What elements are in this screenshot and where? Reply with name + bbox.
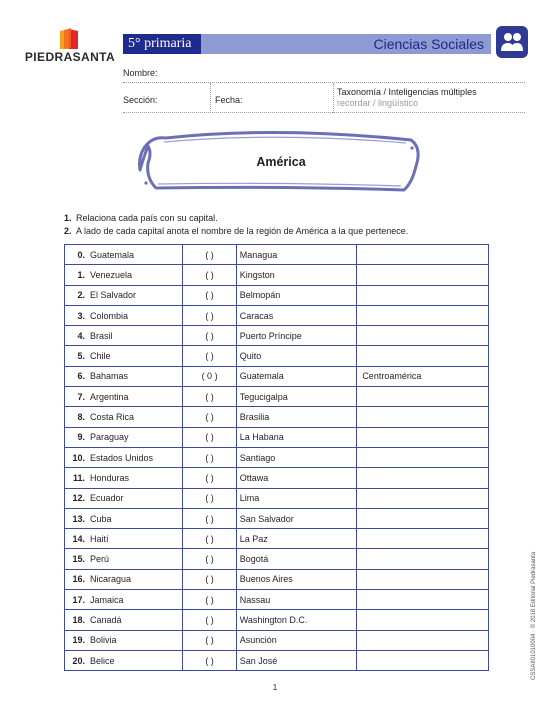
country-name: Estados Unidos xyxy=(90,452,154,463)
capital-cell: La Paz xyxy=(236,529,357,549)
table-row xyxy=(65,427,489,447)
people-icon xyxy=(496,26,528,58)
row-number: 5. xyxy=(77,351,85,362)
table-row xyxy=(65,468,489,488)
region-cell[interactable] xyxy=(357,529,489,549)
capital-cell: Quito xyxy=(236,346,357,366)
country-name: Costa Rica xyxy=(90,412,135,423)
country-name: Belice xyxy=(90,655,115,666)
country-cell xyxy=(65,305,183,325)
page-number: 1 xyxy=(272,683,278,692)
table-row xyxy=(65,610,489,630)
country-cell xyxy=(65,427,183,447)
region-cell[interactable] xyxy=(357,468,489,488)
country-name: Brasil xyxy=(90,330,113,341)
country-name: Nicaragua xyxy=(90,574,132,585)
row-number: 9. xyxy=(77,432,85,443)
name-label: Nombre: xyxy=(123,68,158,78)
table-row xyxy=(65,630,489,650)
row-number: 12. xyxy=(72,493,85,504)
region-cell[interactable] xyxy=(357,285,489,305)
table-row xyxy=(65,569,489,589)
row-number: 19. xyxy=(72,635,85,646)
country-cell xyxy=(65,549,183,569)
piedrasanta-logo xyxy=(20,28,120,68)
matching-table xyxy=(64,244,489,671)
table-row xyxy=(65,447,489,467)
row-number: 7. xyxy=(77,391,85,402)
country-cell xyxy=(65,569,183,589)
country-name: Jamaica xyxy=(90,594,124,605)
capital-cell: Nassau xyxy=(236,590,357,610)
country-name: El Salvador xyxy=(90,290,137,301)
table-row xyxy=(65,508,489,528)
capital-cell: San José xyxy=(236,650,357,670)
table-row xyxy=(65,305,489,325)
row-number: 6. xyxy=(77,371,85,382)
country-cell xyxy=(65,529,183,549)
country-name: Cuba xyxy=(90,513,112,524)
country-name: Venezuela xyxy=(90,269,133,280)
row-number: 2. xyxy=(77,290,85,301)
country-cell xyxy=(65,447,183,467)
region-cell[interactable] xyxy=(357,630,489,650)
country-name: Guatemala xyxy=(90,249,135,260)
row-number: 14. xyxy=(72,533,85,544)
region-cell[interactable] xyxy=(357,427,489,447)
capital-cell: Puerto Príncipe xyxy=(236,326,357,346)
answer-mark-cell[interactable]: ( ) xyxy=(183,468,236,488)
region-cell[interactable] xyxy=(357,387,489,407)
capital-cell: San Salvador xyxy=(236,508,357,528)
book-logo-icon xyxy=(58,28,84,50)
country-cell xyxy=(65,407,183,427)
row-number: 11. xyxy=(72,472,85,483)
table-row xyxy=(65,590,489,610)
capital-cell: Managua xyxy=(236,245,357,265)
table-row xyxy=(65,650,489,670)
country-name: Canadá xyxy=(90,614,122,625)
row-number: 10. xyxy=(72,452,85,463)
row-number: 3. xyxy=(77,310,85,321)
region-cell[interactable] xyxy=(357,326,489,346)
table-row xyxy=(65,265,489,285)
capital-cell: Belmopán xyxy=(236,285,357,305)
country-cell xyxy=(65,387,183,407)
capital-cell: Tegucigalpa xyxy=(236,387,357,407)
capital-cell: Ottawa xyxy=(236,468,357,488)
region-cell[interactable] xyxy=(357,305,489,325)
answer-mark-cell[interactable]: ( ) xyxy=(183,407,236,427)
answer-mark-cell[interactable]: ( ) xyxy=(183,508,236,528)
section-field[interactable] xyxy=(123,112,525,113)
capital-cell: Washington D.C. xyxy=(236,610,357,630)
table-row xyxy=(65,529,489,549)
answer-mark-cell[interactable]: ( ) xyxy=(183,569,236,589)
answer-mark-cell[interactable]: ( ) xyxy=(183,387,236,407)
section-label: Sección: xyxy=(123,95,158,105)
country-name: Bolivia xyxy=(90,635,117,646)
country-cell xyxy=(65,488,183,508)
table-row xyxy=(65,366,489,386)
region-cell[interactable] xyxy=(357,245,489,265)
region-cell[interactable] xyxy=(357,610,489,630)
banner-title: América xyxy=(256,155,306,169)
row-number: 0. xyxy=(77,249,85,260)
row-number: 15. xyxy=(72,554,85,565)
region-cell[interactable] xyxy=(357,569,489,589)
side-code: CSSAII01010004 · © 2018 Editorial Piedrasanta xyxy=(531,551,537,680)
country-cell xyxy=(65,610,183,630)
country-cell xyxy=(65,326,183,346)
answer-mark-cell[interactable]: ( ) xyxy=(183,245,236,265)
row-number: 1. xyxy=(77,269,85,280)
capital-cell: Kingston xyxy=(236,265,357,285)
answer-mark-cell[interactable]: ( ) xyxy=(183,590,236,610)
region-cell[interactable] xyxy=(357,650,489,670)
capital-cell: Lima xyxy=(236,488,357,508)
country-cell xyxy=(65,650,183,670)
instruction-text: Relaciona cada país con su capital. xyxy=(76,213,218,223)
brand-name: PIEDRASANTA xyxy=(24,50,116,64)
answer-mark-cell[interactable]: ( ) xyxy=(183,265,236,285)
answer-mark-cell[interactable]: ( ) xyxy=(183,285,236,305)
region-cell[interactable] xyxy=(357,447,489,467)
country-name: Haití xyxy=(90,533,109,544)
table-row xyxy=(65,245,489,265)
region-cell[interactable] xyxy=(357,508,489,528)
row-number: 18. xyxy=(72,614,85,625)
capital-cell: Buenos Aires xyxy=(236,569,357,589)
answer-mark-cell[interactable]: ( ) xyxy=(183,346,236,366)
region-cell[interactable] xyxy=(357,590,489,610)
topic-sub-label: recordar / lingüístico xyxy=(337,98,419,108)
region-cell[interactable] xyxy=(357,407,489,427)
country-cell xyxy=(65,468,183,488)
answer-mark-cell[interactable]: ( ) xyxy=(183,427,236,447)
table-row xyxy=(65,488,489,508)
country-cell xyxy=(65,508,183,528)
table-row xyxy=(65,346,489,366)
country-cell xyxy=(65,346,183,366)
capital-cell: Brasilia xyxy=(236,407,357,427)
region-cell[interactable] xyxy=(357,488,489,508)
answer-mark-cell[interactable]: ( 0 ) xyxy=(183,366,236,386)
answer-mark-cell[interactable]: ( ) xyxy=(183,650,236,670)
table-row xyxy=(65,326,489,346)
table-row xyxy=(65,285,489,305)
capital-cell: Asunción xyxy=(236,630,357,650)
row-number: 4. xyxy=(77,330,85,341)
country-cell xyxy=(65,366,183,386)
country-name: Paraguay xyxy=(90,432,129,443)
region-cell[interactable]: Centroamérica xyxy=(357,366,489,386)
capital-cell: Guatemala xyxy=(236,366,357,386)
row-number: 17. xyxy=(72,594,85,605)
instruction-number: 2. xyxy=(64,226,72,236)
region-cell[interactable] xyxy=(357,265,489,285)
capital-cell: Santiago xyxy=(236,447,357,467)
grade-label: 5° primaria xyxy=(123,34,201,54)
answer-mark-cell[interactable]: ( ) xyxy=(183,610,236,630)
capital-cell: La Habana xyxy=(236,427,357,447)
table-row xyxy=(65,407,489,427)
name-field[interactable] xyxy=(123,82,525,83)
answer-mark-cell[interactable]: ( ) xyxy=(183,549,236,569)
divider xyxy=(333,83,334,113)
instruction-1 xyxy=(64,213,218,223)
table-row xyxy=(65,549,489,569)
subject-title: Ciencias Sociales xyxy=(373,36,484,52)
country-cell xyxy=(65,265,183,285)
table-row xyxy=(65,387,489,407)
region-cell[interactable] xyxy=(357,346,489,366)
instruction-number: 1. xyxy=(64,213,72,223)
answer-mark-cell[interactable]: ( ) xyxy=(183,326,236,346)
country-cell xyxy=(65,285,183,305)
answer-mark-cell[interactable]: ( ) xyxy=(183,305,236,325)
topic-label: Taxonomía / Inteligencias múltiples xyxy=(337,87,477,97)
country-name: Colombia xyxy=(90,310,129,321)
country-name: Ecuador xyxy=(90,493,124,504)
country-name: Argentina xyxy=(90,391,129,402)
row-number: 13. xyxy=(72,513,85,524)
country-name: Chile xyxy=(90,351,111,362)
country-cell xyxy=(65,630,183,650)
answer-mark-cell[interactable]: ( ) xyxy=(183,529,236,549)
row-number: 20. xyxy=(72,655,85,666)
answer-mark-cell[interactable]: ( ) xyxy=(183,447,236,467)
date-label: Fecha: xyxy=(215,95,243,105)
answer-mark-cell[interactable]: ( ) xyxy=(183,630,236,650)
region-cell[interactable] xyxy=(357,549,489,569)
capital-cell: Caracas xyxy=(236,305,357,325)
capital-cell: Bogotá xyxy=(236,549,357,569)
country-name: Honduras xyxy=(90,472,130,483)
instruction-text: A lado de cada capital anota el nombre de la región de América a la que pertenece. xyxy=(76,226,409,236)
country-name: Bahamas xyxy=(90,371,129,382)
divider xyxy=(210,83,211,113)
country-cell xyxy=(65,245,183,265)
instruction-2 xyxy=(64,226,408,236)
row-number: 8. xyxy=(77,412,85,423)
country-name: Perú xyxy=(90,554,110,565)
country-cell xyxy=(65,590,183,610)
answer-mark-cell[interactable]: ( ) xyxy=(183,488,236,508)
row-number: 16. xyxy=(72,574,85,585)
